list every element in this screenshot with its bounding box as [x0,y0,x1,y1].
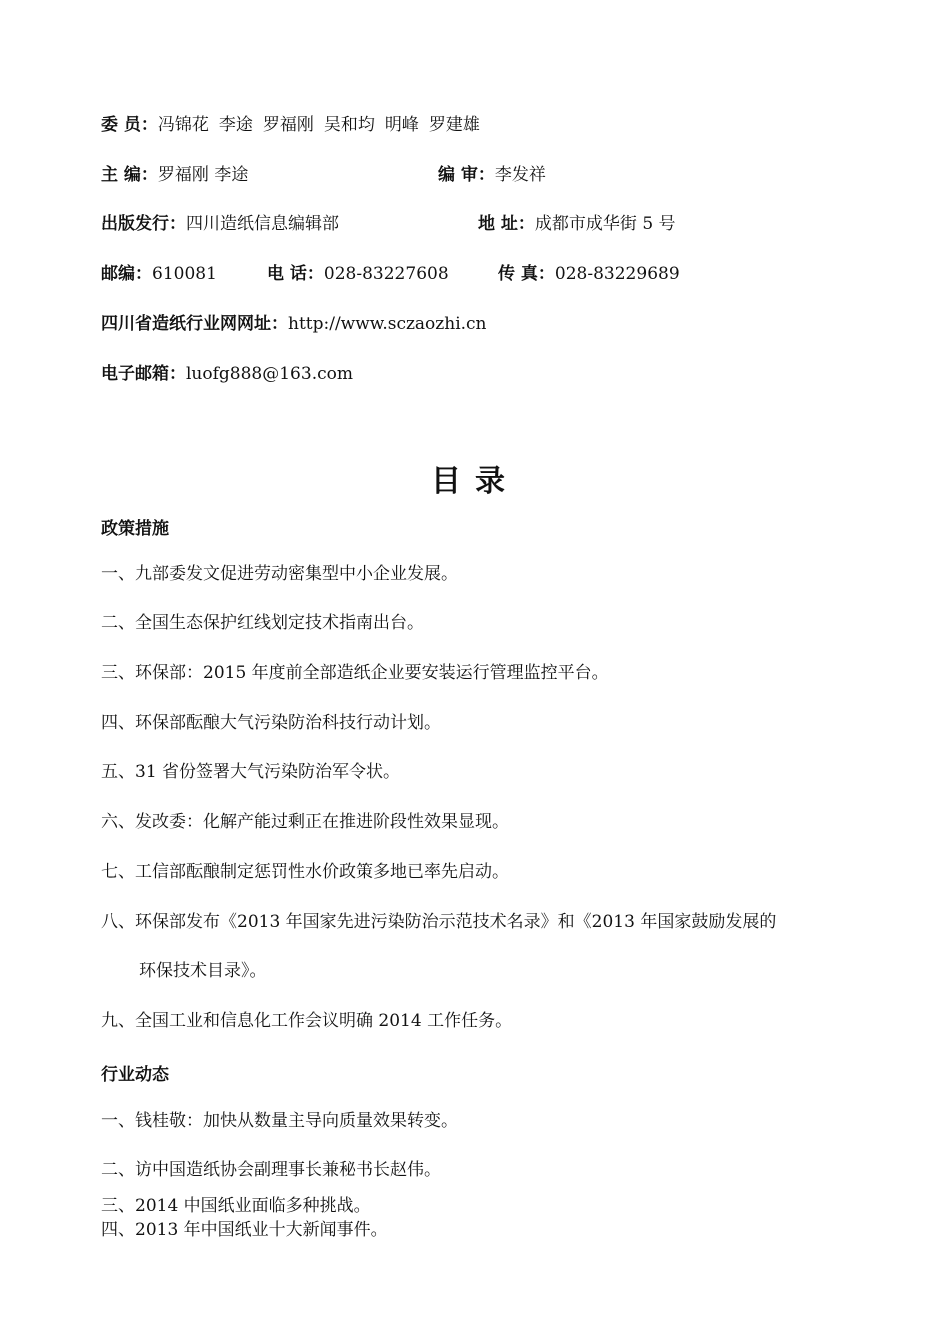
toc-item[interactable]: 六、发改委：化解产能过剩正在推进阶段性效果显现。 [101,812,509,832]
address-line [478,213,676,235]
toc-item[interactable]: 一、钱桂敬：加快从数量主导向质量效果转变。 [101,1111,458,1131]
postcode-label: 邮编： [101,264,152,284]
website-link[interactable]: http://www.sczaozhi.cn [288,314,487,334]
toc-item[interactable]: 四、2013 年中国纸业十大新闻事件。 [101,1220,388,1240]
toc-item[interactable]: 九、全国工业和信息化工作会议明确 2014 工作任务。 [101,1011,513,1031]
chief-editor-line [101,164,248,186]
website-line [101,313,487,335]
members-line [101,114,480,136]
phone-label: 电 话： [267,264,324,284]
toc-item[interactable]: 八、环保部发布《2013 年国家先进污染防治示范技术名录》和《2013 年国家鼓励发展的 [101,912,777,932]
email-label: 电子邮箱： [101,364,186,384]
website-label: 四川省造纸行业网网址： [101,314,288,334]
reviewer-label: 编 审： [438,165,495,185]
address-label: 地 址： [478,214,535,234]
address-value: 成都市成华街 5 号 [534,214,676,234]
postcode-value: 610081 [152,264,217,284]
toc-item[interactable]: 二、访中国造纸协会副理事长兼秘书长赵伟。 [101,1160,441,1180]
member-name: 罗建雄 [428,115,480,135]
toc-title: 目录 [431,464,519,499]
email-link[interactable]: luofg888@163.com [186,364,353,384]
publisher-label: 出版发行： [101,214,186,234]
publisher-line [101,213,339,235]
section-title-industry: 行业动态 [101,1065,169,1085]
member-name: 冯锦花 [157,115,209,135]
toc-item[interactable]: 三、环保部：2015 年度前全部造纸企业要安装运行管理监控平台。 [101,663,609,683]
postcode-line [101,263,217,285]
section-title-policy: 政策措施 [101,519,169,539]
member-name: 李途 [218,115,253,135]
member-name: 罗福刚 [262,115,314,135]
toc-item[interactable]: 五、31 省份签署大气污染防治军令状。 [101,762,401,782]
chief-editor-value: 罗福刚 李途 [157,165,249,185]
toc-item[interactable]: 一、九部委发文促进劳动密集型中小企业发展。 [101,564,458,584]
reviewer-value: 李发祥 [494,165,546,185]
toc-item-continuation[interactable]: 环保技术目录》。 [139,961,267,981]
publisher-value: 四川造纸信息编辑部 [186,214,339,234]
fax-label: 传 真： [498,264,555,284]
chief-editor-label: 主 编： [101,165,158,185]
fax-value: 028-83229689 [554,264,680,284]
reviewer-line [438,164,546,186]
toc-item[interactable]: 四、环保部酝酿大气污染防治科技行动计划。 [101,713,441,733]
member-name: 明峰 [384,115,419,135]
email-line [101,363,353,385]
phone-value: 028-83227608 [323,264,449,284]
phone-line [267,263,449,285]
toc-item[interactable]: 三、2014 中国纸业面临多种挑战。 [101,1196,371,1216]
fax-line [498,263,680,285]
toc-item[interactable]: 二、全国生态保护红线划定技术指南出台。 [101,613,424,633]
toc-item[interactable]: 七、工信部酝酿制定惩罚性水价政策多地已率先启动。 [101,862,509,882]
members-label: 委 员： [101,115,158,135]
member-name: 吴和均 [323,115,375,135]
